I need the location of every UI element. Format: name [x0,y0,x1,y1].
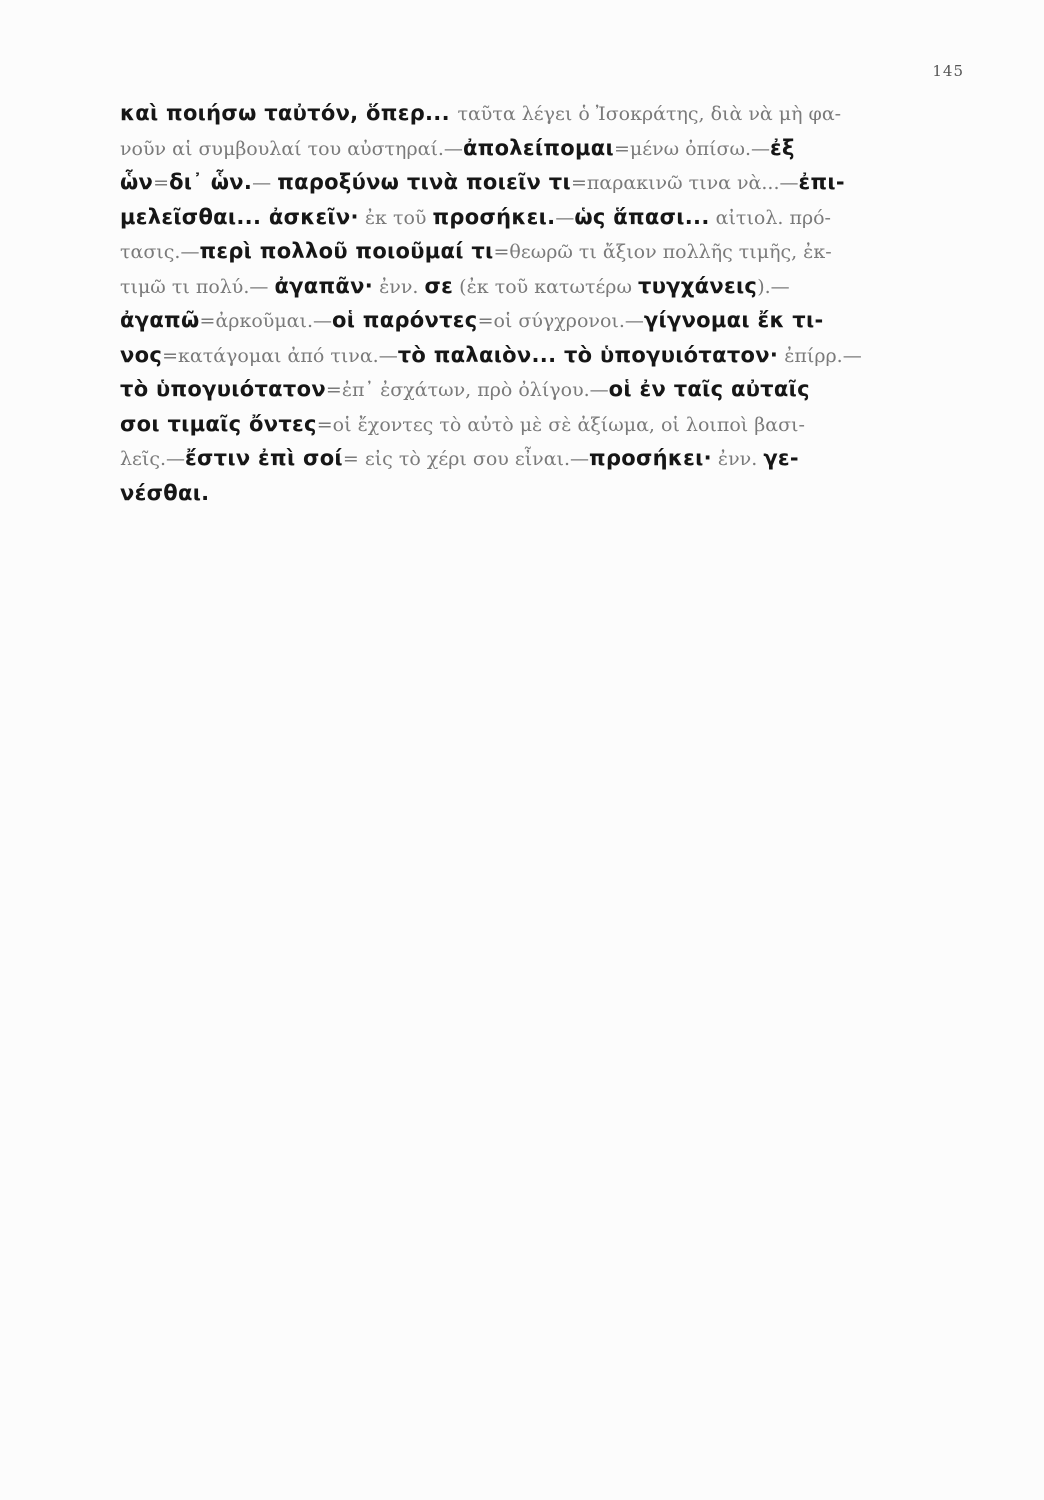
lemma-text: προσήκει· [589,446,712,470]
gloss-text: τασις.— [120,241,200,263]
text-line [120,165,950,200]
gloss-text: ἐπίρρ.— [778,344,862,367]
lemma-text: ἔστιν ἐπὶ σοί [185,446,343,470]
text-line [120,303,950,338]
gloss-text: =οἱ σύγχρονοι.— [477,310,644,332]
gloss-text: =κατάγομαι ἀπό τινα.— [162,344,398,367]
gloss-text: νοῦν αἱ συμβουλαί του αὐστηραί.— [120,137,463,160]
text-line [120,372,950,407]
lemma-text: ἐξ [770,135,795,160]
gloss-text: ).— [757,275,790,298]
text-line [120,476,950,511]
gloss-text: ταῦτα λέγει ὁ Ἰσοκράτης, διὰ νὰ μὴ φα- [457,103,842,125]
text-line [120,338,950,373]
lemma-text: οἱ ἐν ταῖς αὐταῖς [608,377,810,401]
gloss-text: τιμῶ τι πολύ.— [120,275,275,298]
gloss-text: αἰτιολ. πρό- [709,206,831,229]
gloss-text: — [555,206,575,229]
lemma-text: παροξύνω τινὰ ποιεῖν τι [277,170,571,194]
lemma-text: ἀγαπῶ [120,308,200,332]
gloss-text: = [153,172,170,194]
text-line [120,407,950,442]
lemma-text: γε- [763,446,799,470]
lemma-text: τὸ παλαιὸν... τὸ ὑπογυιότατον· [397,342,779,367]
gloss-text: — [252,172,278,194]
lemma-text: νέσθαι. [120,480,210,505]
text-line [120,441,950,476]
lemma-text: νος [120,342,163,367]
gloss-text: =οἱ ἔχοντες τὸ αὐτὸ μὲ σὲ ἀξίωμα, οἱ λοιποὶ βασι- [316,413,805,436]
lemma-text: τὸ ὑπογυιότατον [120,377,326,401]
lemma-text: ὡς ἅπασι... [574,204,710,229]
lemma-text: σοι τιμαῖς ὄντες [120,411,317,436]
lemma-text: σε [424,273,454,298]
lemma-text: γίγνομαι ἔκ τι- [643,308,824,332]
gloss-text: (ἐκ τοῦ κατωτέρω [453,275,638,298]
text-line [120,269,950,304]
gloss-text: =ἀρκοῦμαι.— [199,310,332,332]
lemma-text: περὶ πολλοῦ ποιοῦμαί τι [199,239,494,263]
text-line [120,234,950,269]
lemma-text: οἱ παρόντες [331,308,478,332]
gloss-text: =μένω ὀπίσω.— [613,137,771,160]
gloss-text: λεῖς.— [120,448,186,470]
text-line [120,96,950,131]
lemma-text: δι᾽ ὧν. [169,170,253,194]
lemma-text: ἀγαπᾶν· [274,273,374,298]
gloss-text: =θεωρῶ τι ἄξιον πολλῆς τιμῆς, ἐκ- [493,241,832,263]
lemma-text: μελεῖσθαι... ἀσκεῖν· [120,204,359,229]
gloss-text: = εἰς τὸ χέρι σου εἶναι.— [342,448,590,470]
gloss-text: ἐνν. [711,448,764,470]
gloss-text: ἐκ τοῦ [358,206,433,229]
lemma-text: προσήκει. [432,204,556,229]
gloss-text: ἐνν. [373,275,425,298]
commentary-text [120,96,950,510]
gloss-text: =παρακινῶ τινα νὰ...— [570,172,799,194]
text-line [120,131,950,166]
lemma-text: ἐπι- [798,170,845,194]
lemma-text: τυγχάνεις [638,273,758,298]
page-number: 145 [932,62,964,80]
text-line [120,200,950,235]
lemma-text: ὧν [120,170,154,194]
lemma-text: καὶ ποιήσω ταὐτόν, ὅπερ... [120,101,458,125]
lemma-text: ἀπολείπομαι [462,135,614,160]
gloss-text: =ἐπ᾽ ἐσχάτων, πρὸ ὀλίγου.— [325,379,609,401]
